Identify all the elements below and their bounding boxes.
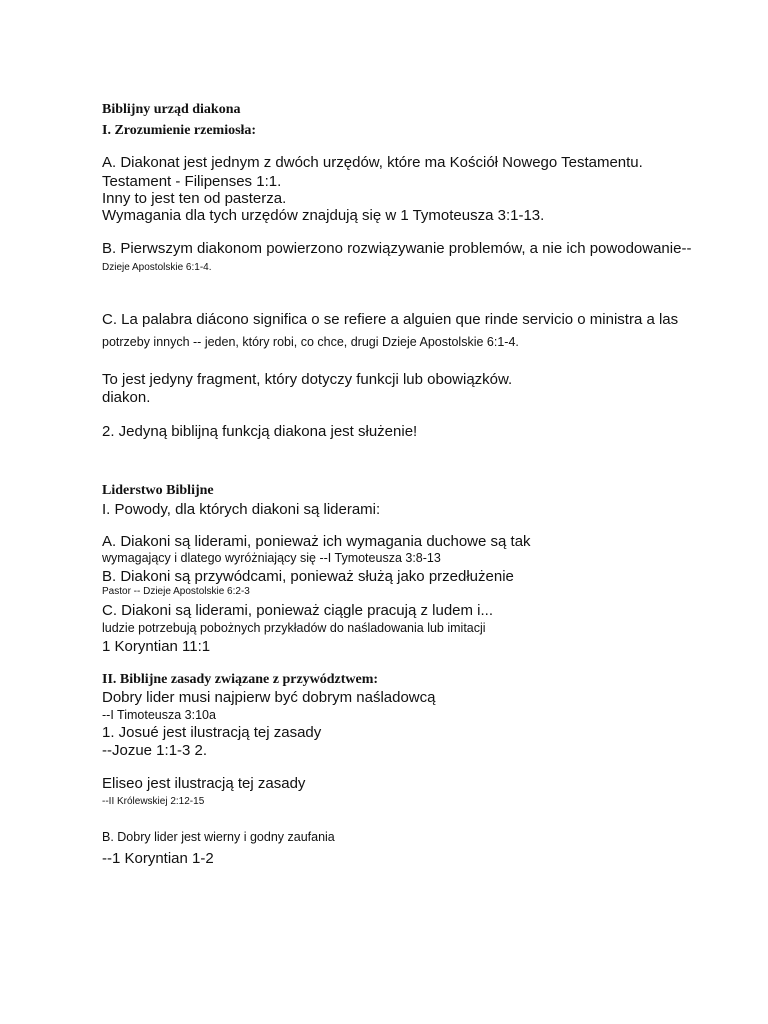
section-subtitle: I. Zrozumienie rzemiosła: xyxy=(102,123,257,138)
section-title: Liderstwo Biblijne xyxy=(102,483,214,498)
paragraph-line: potrzeby innych -- jeden, który robi, co chce, drugi Dzieje Apostolskie 6:1-4. xyxy=(102,335,519,349)
paragraph-line: C. Diakoni są liderami, ponieważ ciągle pracują z ludem i... xyxy=(102,602,494,619)
paragraph-line: Eliseo jest ilustracją tej zasady xyxy=(102,775,306,792)
paragraph-line: --I Timoteusza 3:10a xyxy=(102,708,216,722)
paragraph-line: 1 Koryntian 11:1 xyxy=(102,638,211,655)
paragraph-line: 1. Josué jest ilustracją tej zasady xyxy=(102,724,322,741)
paragraph-line: Testament - Filipenses 1:1. xyxy=(102,173,282,190)
paragraph-line: Inny to jest ten od pasterza. xyxy=(102,190,287,207)
paragraph-line: B. Dobry lider jest wierny i godny zaufania xyxy=(102,830,335,844)
paragraph-line: Wymagania dla tych urzędów znajdują się w 1 Tymoteusza 3:1-13. xyxy=(102,207,545,224)
paragraph-line: --Jozue 1:1-3 2. xyxy=(102,742,208,759)
paragraph-line: ludzie potrzebują pobożnych przykładów do naśladowania lub imitacji xyxy=(102,621,486,635)
reference-line: Pastor -- Dzieje Apostolskie 6:2-3 xyxy=(102,586,250,597)
paragraph-line: A. Diakoni są liderami, ponieważ ich wymagania duchowe są tak xyxy=(102,533,531,550)
section-title: Biblijny urząd diakona xyxy=(102,102,241,117)
paragraph-line: Dobry lider musi najpierw być dobrym naśladowcą xyxy=(102,689,436,706)
reference-line: --II Królewskiej 2:12-15 xyxy=(102,796,205,807)
reference-line: Dzieje Apostolskie 6:1-4. xyxy=(102,262,212,273)
paragraph-line: C. La palabra diácono significa o se refiere a alguien que rinde servicio o ministra a las xyxy=(102,311,679,328)
paragraph-line: wymagający i dlatego wyróżniający się --I Tymoteusza 3:8-13 xyxy=(102,551,441,565)
paragraph-line: diakon. xyxy=(102,389,151,406)
paragraph-line: B. Diakoni są przywódcami, ponieważ służą jako przedłużenie xyxy=(102,568,514,585)
paragraph-line: A. Diakonat jest jednym z dwóch urzędów, które ma Kościół Nowego Testamentu. xyxy=(102,154,643,171)
paragraph-line: B. Pierwszym diakonom powierzono rozwiązywanie problemów, a nie ich powodowanie-- xyxy=(102,240,692,257)
paragraph-line: --1 Koryntian 1-2 xyxy=(102,850,214,867)
paragraph-line: To jest jedyny fragment, który dotyczy funkcji lub obowiązków. xyxy=(102,371,513,388)
paragraph-line: 2. Jedyną biblijną funkcją diakona jest służenie! xyxy=(102,423,418,440)
section-subtitle: I. Powody, dla których diakoni są liderami: xyxy=(102,501,381,518)
section-title: II. Biblijne zasady związane z przywództwem: xyxy=(102,672,379,687)
